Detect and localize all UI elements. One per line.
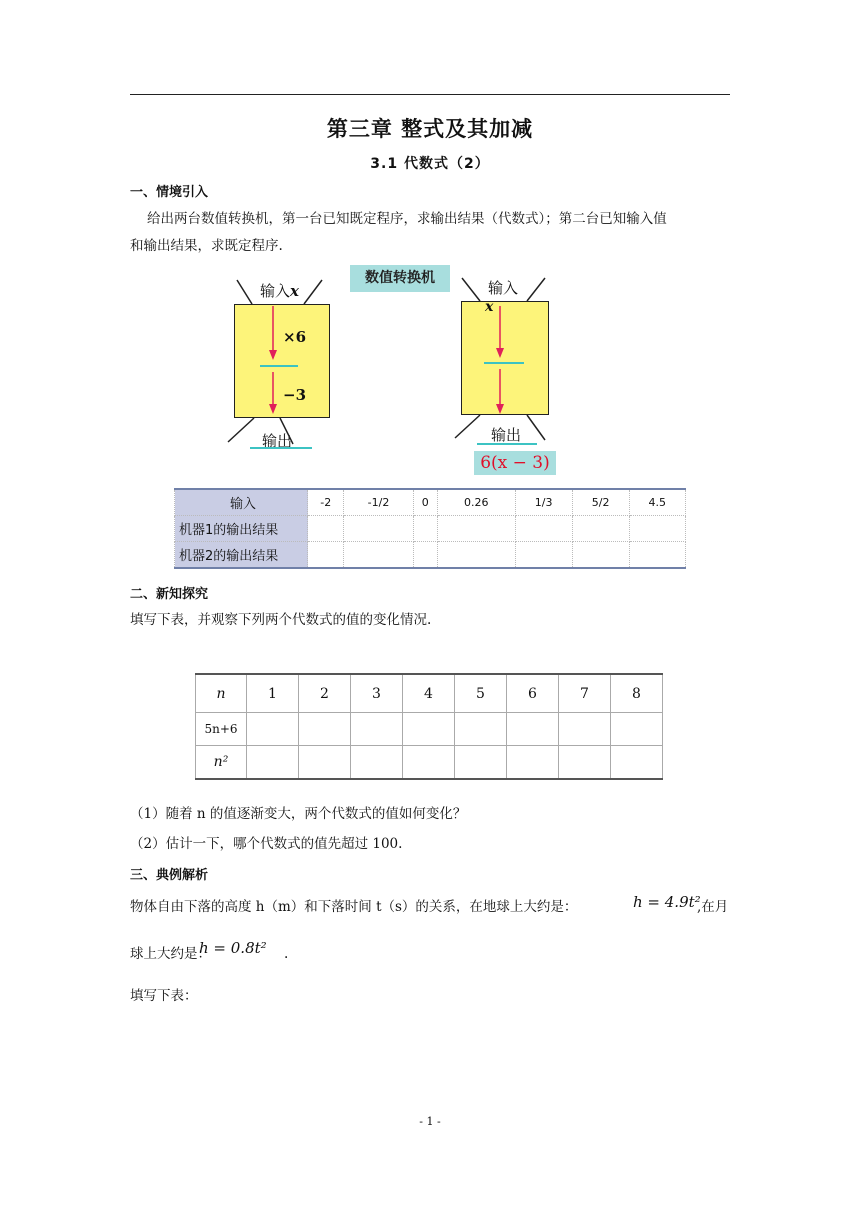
table1-input-cell: 0.26: [437, 489, 515, 516]
table1-blank-cell[interactable]: [437, 516, 515, 542]
table2-blank-cell[interactable]: [299, 746, 351, 780]
table2-blank-cell[interactable]: [559, 746, 611, 780]
table1-blank-cell[interactable]: [437, 542, 515, 569]
formula-earth: h = 4.9t²: [633, 893, 701, 911]
table2-blank-cell[interactable]: [455, 713, 507, 746]
table2-col-cell: 2: [299, 674, 351, 713]
section1-para-line2: 和输出结果，求既定程序.: [130, 238, 283, 254]
machine1-op2: −3: [283, 386, 307, 404]
question-2: （2）估计一下，哪个代数式的值先超过 100.: [130, 836, 403, 852]
machine1-op1: ×6: [283, 328, 307, 346]
table2-blank-cell[interactable]: [351, 746, 403, 780]
table1-blank-cell[interactable]: [515, 542, 572, 569]
machine2-output-label: 输出: [491, 426, 522, 444]
table1-blank-cell[interactable]: [629, 516, 685, 542]
section1-para-line1: 给出两台数值转换机，第一台已知既定程序，求输出结果（代数式）；第二台已知输入值: [147, 211, 667, 227]
section2-intro: 填写下表，并观察下列两个代数式的值的变化情况.: [130, 612, 432, 628]
table2-blank-cell[interactable]: [507, 713, 559, 746]
table2-blank-cell[interactable]: [247, 746, 299, 780]
table2-col-cell: 6: [507, 674, 559, 713]
table1-row: [175, 542, 686, 569]
section3-para-a: 物体自由下落的高度 h（m）和下落时间 t（s）的关系，在地球上大约是：: [130, 899, 578, 915]
table2-col-cell: 4: [403, 674, 455, 713]
table1-blank-cell[interactable]: [515, 516, 572, 542]
machine1-output-label: 输出: [262, 432, 293, 450]
table1-input-cell: -1/2: [344, 489, 413, 516]
table1-blank-cell[interactable]: [344, 516, 413, 542]
table1-input-cell: -2: [308, 489, 344, 516]
table1-row: [175, 516, 686, 542]
table2-blank-cell[interactable]: [455, 746, 507, 780]
table1-row1-label: 机器1的输出结果: [175, 516, 308, 542]
table2-blank-cell[interactable]: [299, 713, 351, 746]
table1-blank-cell[interactable]: [572, 542, 629, 569]
table1-blank-cell[interactable]: [413, 542, 437, 569]
machine1-input-label: 输入x: [260, 282, 299, 300]
chapter-title: 第三章 整式及其加减: [326, 117, 534, 141]
table2-blank-cell[interactable]: [611, 713, 663, 746]
table1-input-cell: 5/2: [572, 489, 629, 516]
table1-header-row: [175, 489, 686, 516]
table2-row2-label: n²: [196, 746, 247, 780]
table1-blank-cell[interactable]: [572, 516, 629, 542]
table1-row2-label: 机器2的输出结果: [175, 542, 308, 569]
section3-heading: 三、典例解析: [130, 868, 209, 883]
table1-input-cell: 0: [413, 489, 437, 516]
expression-table: [195, 673, 663, 780]
machine2-result: 6(x − 3): [474, 451, 556, 475]
table2-blank-cell[interactable]: [403, 713, 455, 746]
section3-para-d: .: [284, 946, 289, 962]
section3-para-b: ,在月: [697, 899, 729, 915]
section1-heading: 一、情境引入: [130, 185, 209, 200]
machine-output-table: [174, 488, 686, 569]
table2-col-cell: 1: [247, 674, 299, 713]
table2-col-cell: 8: [611, 674, 663, 713]
machine-lines: [0, 0, 860, 500]
table2-row: [196, 713, 663, 746]
table2-col-cell: 3: [351, 674, 403, 713]
table1-blank-cell[interactable]: [629, 542, 685, 569]
table1-blank-cell[interactable]: [308, 516, 344, 542]
table1-header-label: 输入: [175, 489, 308, 516]
table2-blank-cell[interactable]: [403, 746, 455, 780]
section3-fill-instruction: 填写下表：: [130, 988, 198, 1004]
table2-blank-cell[interactable]: [611, 746, 663, 780]
table2-col-cell: 5: [455, 674, 507, 713]
table1-blank-cell[interactable]: [308, 542, 344, 569]
section3-para-c: 球上大约是：: [130, 946, 211, 962]
table2-blank-cell[interactable]: [351, 713, 403, 746]
machine-title: 数值转换机: [350, 265, 450, 292]
table1-blank-cell[interactable]: [413, 516, 437, 542]
table2-blank-cell[interactable]: [507, 746, 559, 780]
question-1: （1）随着 n 的值逐渐变大，两个代数式的值如何变化？: [130, 806, 467, 822]
page-number: - 1 -: [419, 1115, 441, 1128]
table2-header-label: n: [196, 674, 247, 713]
formula-moon: h = 0.8t²: [199, 939, 267, 957]
table2-row: [196, 746, 663, 780]
section2-heading: 二、新知探究: [130, 587, 209, 602]
table1-blank-cell[interactable]: [344, 542, 413, 569]
table2-row1-label: 5n+6: [196, 713, 247, 746]
table2-blank-cell[interactable]: [247, 713, 299, 746]
table1-input-cell: 4.5: [629, 489, 685, 516]
machine2-input-label: 输入: [488, 279, 519, 297]
machine2-input-var: x: [485, 299, 494, 315]
table2-blank-cell[interactable]: [559, 713, 611, 746]
table2-header-row: [196, 674, 663, 713]
section-title: 3.1 代数式（2）: [370, 156, 490, 172]
table2-col-cell: 7: [559, 674, 611, 713]
table1-input-cell: 1/3: [515, 489, 572, 516]
